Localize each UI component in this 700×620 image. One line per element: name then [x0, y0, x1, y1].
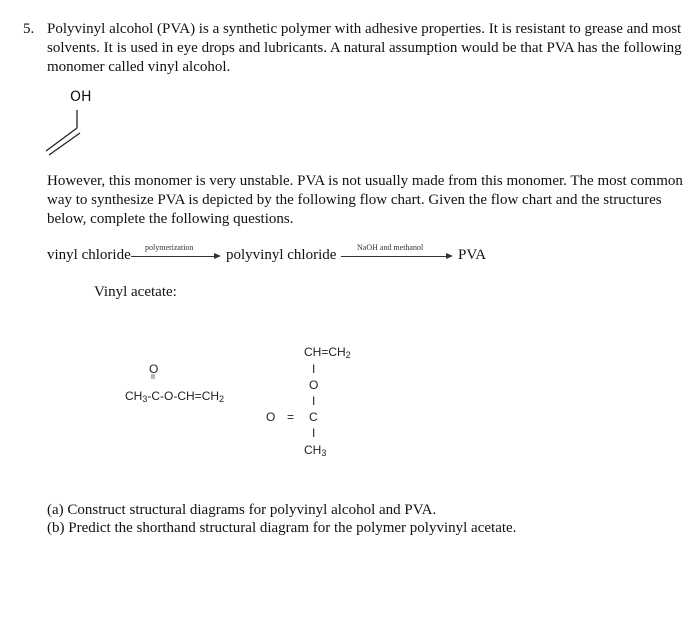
- right-ester-oxygen: O: [309, 378, 319, 392]
- right-top-subscript: 2: [345, 350, 351, 360]
- left-ch3: CH: [125, 389, 143, 403]
- flow-arrow-1: [131, 256, 215, 257]
- vinyl-alcohol-structure: [40, 104, 90, 156]
- however-line-1: However, this monomer is very unstable. PVA is not usually made from this monomer. The most common: [47, 173, 683, 189]
- question-a: (a) Construct structural diagrams for polyvinyl alcohol and PVA.: [47, 502, 437, 518]
- question-number: 5.: [23, 21, 35, 37]
- flow-arrow-1-head: [214, 253, 221, 259]
- intro-line-3: monomer called vinyl alcohol.: [47, 59, 231, 75]
- vinyl-alcohol-oh-label: OH: [70, 89, 92, 105]
- intro-line-1: Polyvinyl alcohol (PVA) is a synthetic polymer with adhesive properties. It is resistant to grease and most: [47, 21, 682, 37]
- flow-arrow-2-head: [446, 253, 453, 259]
- right-ch3-subscript: 3: [321, 448, 327, 458]
- right-ch-ch: CH=CH: [304, 345, 346, 359]
- flow-middle: polyvinyl chloride: [226, 247, 337, 263]
- left-chain: -C-O-CH=CH: [147, 389, 220, 403]
- double-bond-line-2: [49, 133, 80, 155]
- right-methyl: [304, 443, 326, 457]
- flow-arrow-2: [341, 256, 447, 257]
- right-double-bond: =: [287, 410, 295, 424]
- intro-paragraph: [47, 20, 682, 77]
- left-carbonyl-oxygen: O: [149, 362, 159, 376]
- left-condensed-formula: [125, 389, 224, 403]
- right-ch3: CH: [304, 443, 322, 457]
- left-chain-subscript: 2: [219, 394, 225, 404]
- left-double-bond: II: [151, 374, 155, 381]
- flow-start: vinyl chloride: [47, 247, 131, 263]
- vinyl-acetate-label: Vinyl acetate:: [94, 284, 177, 300]
- right-bond-3: I: [312, 426, 316, 440]
- left-ch3-subscript: 3: [142, 394, 148, 404]
- question-b: (b) Predict the shorthand structural diagram for the polymer polyvinyl acetate.: [47, 520, 517, 536]
- however-paragraph: [47, 172, 683, 229]
- right-bond-1: I: [312, 362, 316, 376]
- flow-step1-label: polymerization: [145, 243, 194, 252]
- right-carbonyl-oxygen: O: [266, 410, 276, 424]
- right-carbonyl-carbon: C: [309, 410, 318, 424]
- intro-line-2: solvents. It is used in eye drops and lubricants. A natural assumption would be that PVA has the following: [47, 40, 682, 56]
- however-line-3: below, complete the following questions.: [47, 211, 294, 227]
- double-bond-line-1: [46, 128, 77, 151]
- right-vinyl-group: [304, 345, 351, 359]
- however-line-2: way to synthesize PVA is depicted by the following flow chart. Given the flow chart and the structures: [47, 192, 662, 208]
- flow-step2-label: NaOH and methanol: [357, 243, 424, 252]
- flow-end: PVA: [458, 247, 487, 263]
- right-bond-2: I: [312, 394, 316, 408]
